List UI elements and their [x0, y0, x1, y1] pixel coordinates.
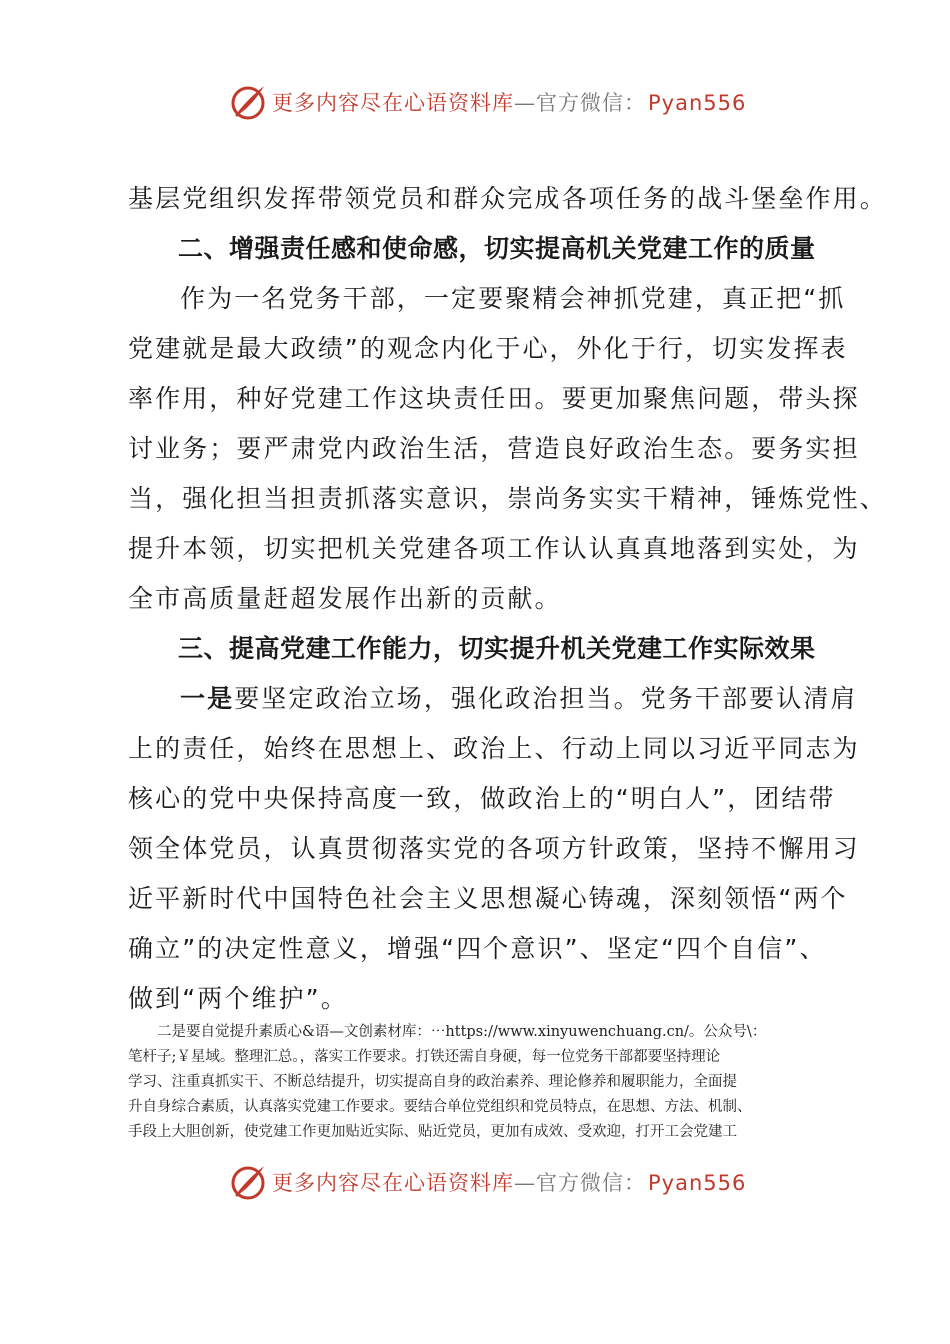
paragraph-2-line-4: 讨业务；要严肃党内政治生活，营造良好政治生态。要务实担 — [128, 434, 860, 463]
paragraph-3-line-7: 做到“两个维护”。 — [128, 984, 348, 1013]
paragraph-3-lead: 一是 — [180, 684, 235, 713]
paragraph-2-line-2: 党建就是最大政绩”的观念内化于心，外化于行，切实发挥表 — [128, 334, 848, 363]
banner-wechat-label: 官方微信： — [536, 1171, 646, 1195]
small-paragraph-line-3: 学习、注重真抓实干、不断总结提升，切实提高自身的政治素养、理论修养和履职能力，全面提 — [128, 1074, 737, 1090]
small-paragraph-line-4: 升自身综合素质，认真落实党建工作要求。要结合单位党组织和党员特点，在思想、方法、机制、 — [128, 1099, 752, 1115]
paragraph-2-line-1: 作为一名党务干部，一定要聚精会神抓党建，真正把“抓 — [180, 284, 846, 313]
paragraph-3-line-1-rest: 要坚定政治立场，强化政治担当。党务干部要认清肩 — [234, 684, 858, 713]
quill-logo-icon — [228, 1162, 268, 1202]
banner-main-text: 更多内容尽在心语资料库 — [272, 91, 514, 115]
paragraph-2-line-7: 全市高质量赶超发展作出新的贡献。 — [128, 584, 562, 613]
paragraph-2-line-5: 当，强化担当担责抓落实意识，崇尚务实实干精神，锤炼党性、 — [128, 484, 887, 513]
paragraph-3-line-4: 领全体党员，认真贯彻落实党的各项方针政策，坚持不懈用习 — [128, 834, 860, 863]
banner-text — [272, 1167, 746, 1197]
banner-wechat-id: Pyan556 — [648, 91, 747, 115]
quill-logo-icon — [228, 82, 268, 122]
section-heading-2: 二、增强责任感和使命感，切实提高机关党建工作的质量 — [178, 234, 816, 263]
footer-watermark-banner — [228, 1160, 746, 1204]
banner-wechat-id: Pyan556 — [648, 1171, 747, 1195]
paragraph-2-line-6: 提升本领，切实把机关党建各项工作认认真真地落到实处，为 — [128, 534, 860, 563]
small-paragraph-line-1: 二是要自觉提升素质心&语—文创素材库：⋯https://www.xinyuwenchuang.cn/。公众号\： — [128, 1024, 767, 1040]
banner-text — [272, 87, 746, 117]
banner-dash: — — [514, 91, 536, 115]
banner-dash: — — [514, 1171, 536, 1195]
paragraph-2-line-3: 率作用，种好党建工作这块责任田。要更加聚焦问题，带头探 — [128, 384, 860, 413]
paragraph-3-line-3: 核心的党中央保持高度一致，做政治上的“明白人”，团结带 — [128, 784, 836, 813]
header-watermark-banner — [228, 80, 746, 124]
paragraph-3-line-5: 近平新时代中国特色社会主义思想凝心铸魂，深刻领悟“两个 — [128, 884, 848, 913]
small-paragraph-line-5: 手段上大胆创新，使党建工作更加贴近实际、贴近党员，更加有成效、受欢迎，打开工会党建工 — [128, 1124, 737, 1140]
banner-wechat-label: 官方微信： — [536, 91, 646, 115]
banner-main-text: 更多内容尽在心语资料库 — [272, 1171, 514, 1195]
paragraph-1-line-1: 基层党组织发挥带领党员和群众完成各项任务的战斗堡垒作用。 — [128, 184, 887, 213]
paragraph-3-line-1 — [180, 684, 905, 714]
paragraph-3-line-6: 确立”的决定性意义，增强“四个意识”、坚定“四个自信”、 — [128, 934, 827, 963]
small-paragraph-line-2: 笔杆子;￥星域。整理汇总。，落实工作要求。打铁还需自身硬，每一位党务干部都要坚持理论 — [128, 1049, 721, 1065]
section-heading-3: 三、提高党建工作能力，切实提升机关党建工作实际效果 — [178, 634, 816, 663]
paragraph-3-line-2: 上的责任，始终在思想上、政治上、行动上同以习近平同志为 — [128, 734, 860, 763]
